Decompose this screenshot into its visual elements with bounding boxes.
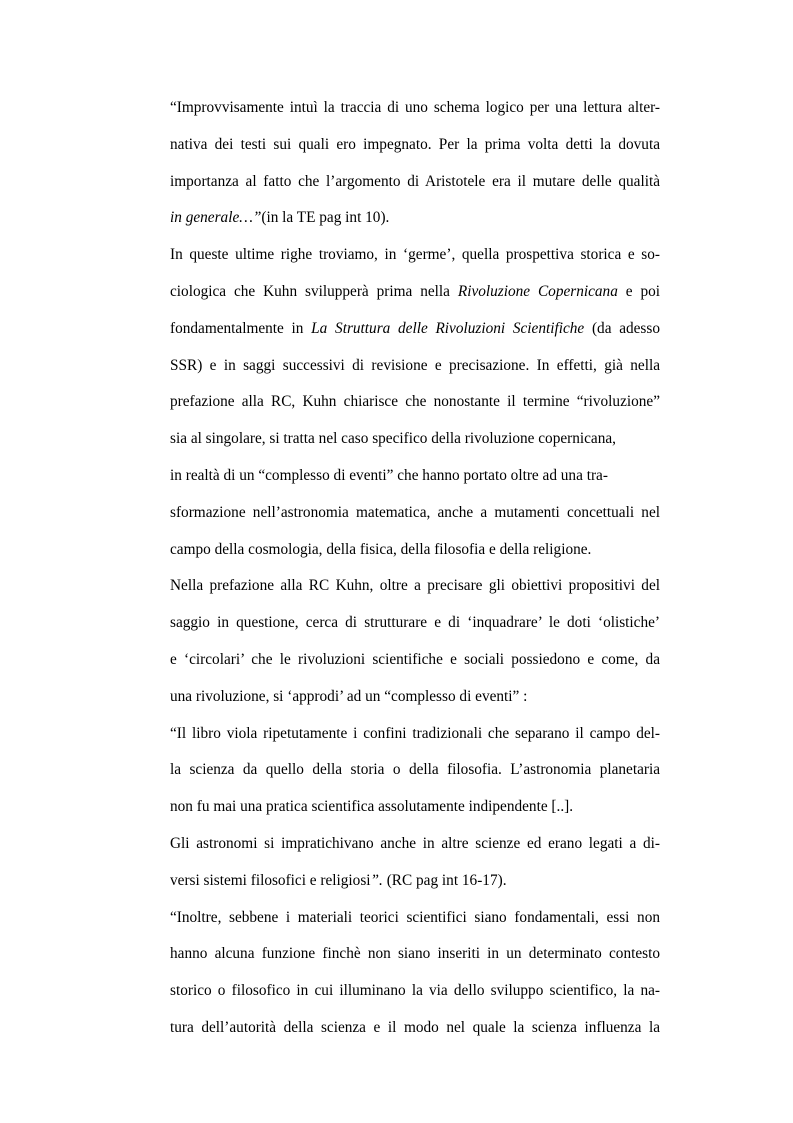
text-segment: una rivoluzione, si ‘approdi’ ad un “complesso di eventi” : [170, 687, 528, 705]
text-line [170, 237, 660, 274]
text-line [170, 127, 660, 164]
text-line [170, 1010, 660, 1047]
text-line [170, 642, 660, 679]
text-segment: “Improvvisamente intuì la traccia di uno schema logico per una lettura alter- [170, 99, 660, 116]
text-line [170, 826, 660, 863]
text-line [170, 421, 660, 458]
text-segment: “Inoltre, sebbene i materiali teorici scientifici siano fondamentali, essi non [170, 908, 660, 926]
text-segment: “Il libro viola ripetutamente i confini tradizionali che separano il campo del- [170, 724, 660, 742]
text-segment: in realtà di un “complesso di eventi” che hanno portato oltre ad una tra- [170, 466, 608, 484]
text-line [170, 973, 660, 1010]
text-segment: Nella prefazione alla RC Kuhn, oltre a precisare gli obiettivi propositivi del [170, 577, 660, 595]
text-segment: fondamentalmente in [170, 319, 312, 337]
text-line [170, 164, 660, 201]
body-text [170, 90, 660, 1047]
text-segment: e ‘circolari’ che le rivoluzioni scientifiche e sociali possiedono e come, da [170, 650, 660, 668]
text-line [170, 679, 660, 716]
text-line [170, 495, 660, 532]
text-segment: saggio in questione, cerca di strutturare e di ‘inquadrare’ le doti ‘olistiche’ [170, 614, 660, 632]
italic-text: La Struttura delle Rivoluzioni Scientifiche [311, 319, 585, 337]
text-segment: storico o filosofico in cui illuminano la via dello sviluppo scientifico, la na- [170, 982, 660, 1000]
text-line [170, 789, 660, 826]
text-line [170, 568, 660, 605]
text-line [170, 311, 660, 348]
text-line [170, 90, 660, 127]
text-line [170, 752, 660, 789]
text-line [170, 348, 660, 385]
text-segment: versi sistemi filosofici e religiosi [170, 871, 371, 889]
text-segment: la scienza da quello della storia o della filosofia. L’astronomia planetaria [170, 761, 660, 779]
text-line [170, 458, 660, 495]
text-segment: SSR) e in saggi successivi di revisione e precisazione. In effetti, già nella [170, 356, 660, 374]
text-line [170, 900, 660, 937]
text-segment: tura dell’autorità della scienza e il modo nel quale la scienza influenza la [170, 1018, 660, 1036]
text-segment: prefazione alla RC, Kuhn chiarisce che nonostante il termine “rivoluzione” [170, 393, 660, 411]
text-segment: (in la TE pag int 10). [261, 209, 390, 227]
italic-text: Rivoluzione Copernicana [457, 282, 618, 300]
text-segment: e poi [617, 282, 660, 300]
text-line [170, 532, 660, 569]
text-segment: (da adesso [584, 319, 660, 337]
text-line [170, 605, 660, 642]
text-segment: sformazione nell’astronomia matematica, anche a mutamenti concettuali nel [170, 503, 660, 521]
text-segment: nativa dei testi sui quali ero impegnato. Per la prima volta detti la dovuta [170, 135, 660, 153]
text-segment: importanza al fatto che l’argomento di Aristotele era il mutare delle qualità [170, 172, 660, 190]
text-line [170, 200, 660, 237]
text-segment: ciologica che Kuhn svilupperà prima nella [170, 282, 458, 300]
text-segment: non fu mai una pratica scientifica assolutamente indipendente [..]. [170, 798, 574, 816]
text-segment: sia al singolare, si tratta nel caso specifico della rivoluzione copernicana, [170, 430, 616, 448]
text-segment: campo della cosmologia, della fisica, della filosofia e della religione. [170, 540, 592, 558]
text-segment: In queste ultime righe troviamo, in ‘germe’, quella prospettiva storica e so- [170, 246, 660, 264]
text-line [170, 936, 660, 973]
italic-text: ”. [370, 871, 383, 889]
text-line [170, 863, 660, 900]
text-segment: (RC pag int 16-17). [382, 871, 507, 889]
text-line [170, 274, 660, 311]
text-line [170, 716, 660, 753]
text-line [170, 384, 660, 421]
text-segment: Gli astronomi si impratichivano anche in altre scienze ed erano legati a di- [170, 834, 660, 852]
text-segment: hanno alcuna funzione finchè non siano inseriti in un determinato contesto [170, 945, 660, 963]
italic-text: in generale…” [170, 209, 262, 227]
